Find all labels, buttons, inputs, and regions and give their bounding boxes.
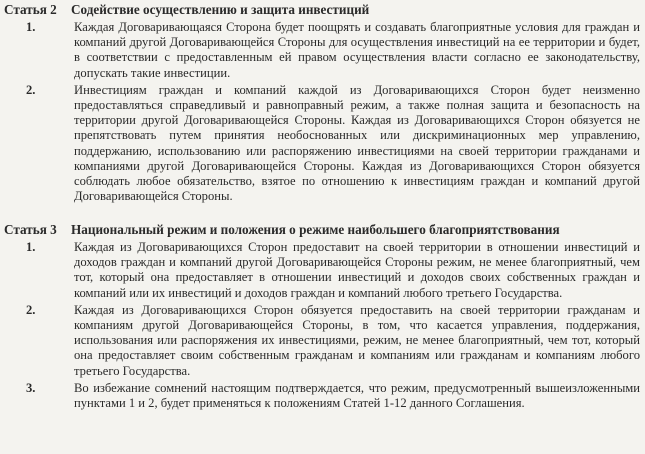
article-label: Статья 2 [4, 2, 57, 17]
article-2-heading [0, 2, 645, 20]
clause-number: 1. [26, 240, 36, 254]
article-2-clause-2 [0, 83, 645, 205]
clause-text: Инвестициям граждан и компаний каждой из Договаривающихся Сторон будет неизменно предоставляться справедливый и равноправный режим, а также полная защита и безопасность на территории другой Договаривающейся Стороны. Каждая из Договаривающихся Сторон обязуется не препятствовать путем принятия необоснованных или дискриминационных мер управлению, поддержанию, использованию или распоряжению инвестициями на своей территории гражданами и компаниями другой Договаривающейся Стороны. Каждая из Договаривающихся Сторон обязуется соблюдать любое обязательство, взятое по отношению к инвестициям граждан и компаний другой Договаривающейся Стороны. [74, 82, 640, 204]
article-label: Статья 3 [4, 222, 57, 237]
clause-number: 2. [26, 302, 36, 317]
clause-text: Каждая из Договаривающихся Сторон обязуется предоставить на своей территории гражданам и компаниям другой Договаривающейся Стороны, в том, что касается управления, поддержания, использования или распоряжения их инвестициями, режим, не менее благоприятный, чем тот, который она предоставляет своим собственным гражданам и компаниям или гражданам и компаниям любого третьего Государства. [74, 302, 640, 378]
article-2-clause-1 [0, 20, 645, 81]
clause-text: Каждая из Договаривающихся Сторон предоставит на своей территории в отношении инвестиций и доходов граждан и компаний другой Договаривающейся Стороны режим, не менее благоприятный, чем тот, который она предоставляет в отношении инвестиций и доходов своих собственных граждан и компаний или их инвестиций и доходов граждан и компаний любого третьего Государства. [74, 240, 640, 300]
article-3-clause-1 [0, 240, 645, 301]
article-3-clause-3 [0, 381, 645, 411]
article-2 [0, 2, 645, 204]
article-title: Содействие осуществлению и защита инвестиций [71, 2, 370, 17]
clause-number: 3. [26, 380, 36, 395]
clause-number: 2. [26, 82, 36, 97]
article-3 [0, 222, 645, 411]
clause-text: Во избежание сомнений настоящим подтверждается, что режим, предусмотренный вышеизложенными пунктами 1 и 2, будет применяться к положениям Статей 1-12 данного Соглашения. [74, 380, 640, 411]
clause-text: Каждая Договаривающаяся Сторона будет поощрять и создавать благоприятные условия для граждан и компаний другой Договаривающейся Стороны для осуществления инвестиций на ее территории и будет, в соответствии с предоставленным ей правом осуществления власти согласно ее законодательству, допускать такие инвестиции. [74, 20, 640, 80]
article-3-heading [0, 222, 645, 240]
clause-number: 1. [26, 20, 36, 34]
article-title: Национальный режим и положения о режиме наибольшего благоприятствования [71, 222, 560, 237]
article-3-clause-2 [0, 303, 645, 379]
